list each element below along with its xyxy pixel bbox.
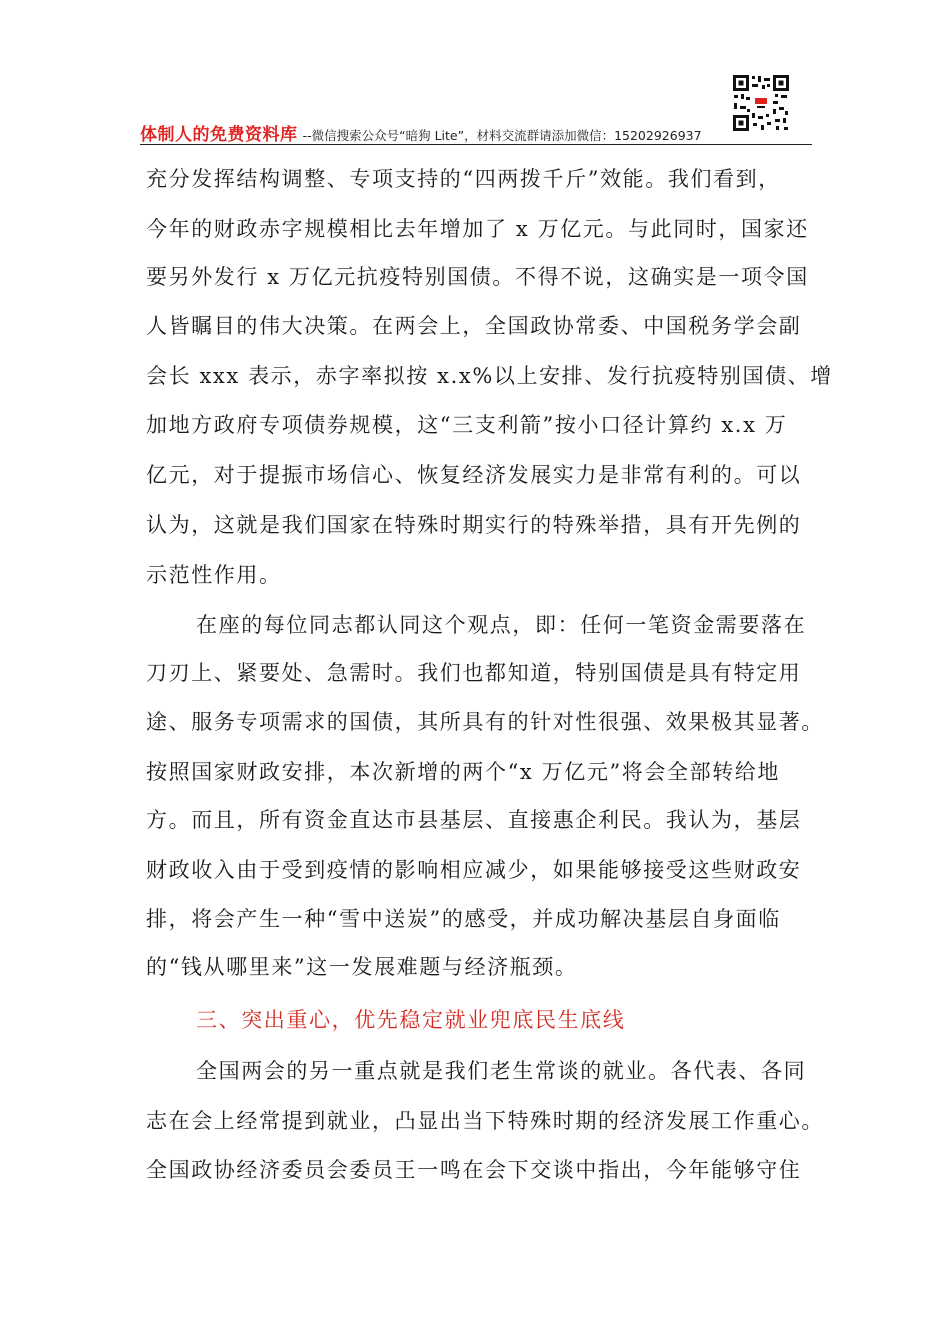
- text-line: 认为，这就是我们国家在特殊时期实行的特殊举措，具有开先例的: [146, 513, 802, 537]
- text-line: 按照国家财政安排，本次新增的两个“x 万亿元”将会全部转给地: [146, 760, 780, 784]
- text-line: 志在会上经常提到就业，凸显出当下特殊时期的经济发展工作重心。: [146, 1109, 824, 1133]
- text-line: 途、服务专项需求的国债，其所具有的针对性很强、效果极其显著。: [146, 710, 824, 734]
- section-heading: 三、突出重心，优先稳定就业兜底民生底线: [196, 1008, 626, 1032]
- text-line: 今年的财政赤字规模相比去年增加了 x 万亿元。与此同时，国家还: [146, 217, 809, 241]
- text-line: 在座的每位同志都认同这个观点，即：任何一笔资金需要落在: [196, 613, 807, 637]
- header-rule: [140, 144, 812, 145]
- brand-title: 体制人的免费资料库: [140, 125, 298, 145]
- text-line: 全国两会的另一重点就是我们老生常谈的就业。各代表、各同: [196, 1059, 807, 1083]
- text-line: 要另外发行 x 万亿元抗疫特别国债。不得不说，这确实是一项令国: [146, 265, 809, 289]
- text-line: 的“钱从哪里来”这一发展难题与经济瓶颈。: [146, 955, 578, 979]
- text-line: 加地方政府专项债券规模，这“三支利箭”按小口径计算约 x.x 万: [146, 413, 788, 437]
- text-line: 方。而且，所有资金直达市县基层、直接惠企利民。我认为，基层: [146, 808, 802, 832]
- text-line: 示范性作用。: [146, 563, 282, 587]
- text-line: 会长 xxx 表示，赤字率拟按 x.x%以上安排、发行抗疫特别国债、增: [146, 364, 833, 388]
- text-line: 全国政协经济委员会委员王一鸣在会下交谈中指出，今年能够守住: [146, 1158, 802, 1182]
- text-line: 充分发挥结构调整、专项支持的“四两拨千斤”效能。我们看到，: [146, 167, 781, 191]
- text-line: 人皆瞩目的伟大决策。在两会上，全国政协常委、中国税务学会副: [146, 314, 802, 338]
- text-line: 财政收入由于受到疫情的影响相应减少，如果能够接受这些财政安: [146, 858, 802, 882]
- text-line: 亿元，对于提振市场信心、恢复经济发展实力是非常有利的。可以: [146, 463, 802, 487]
- page-header: [140, 120, 812, 144]
- header-note: --微信搜索公众号“暗狗 Lite”，材料交流群请添加微信：15202926937: [302, 128, 702, 143]
- text-line: 刀刃上、紧要处、急需时。我们也都知道，特别国债是具有特定用: [146, 661, 802, 685]
- text-line: 排，将会产生一种“雪中送炭”的感受，并成功解决基层自身面临: [146, 907, 781, 931]
- qr-code-icon: [731, 73, 791, 133]
